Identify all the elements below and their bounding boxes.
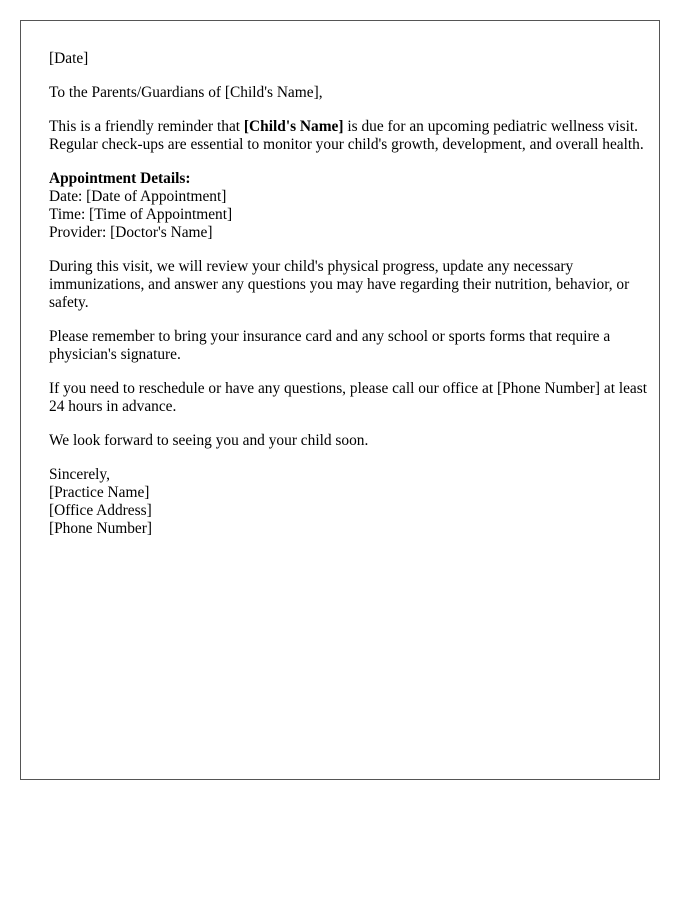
bring-items-paragraph: Please remember to bring your insurance card and any school or sports forms that require a physician's signature.	[49, 328, 611, 363]
appointment-details	[49, 170, 649, 242]
appointment-date: Date: [Date of Appointment]	[49, 188, 227, 205]
appointment-provider: Provider: [Doctor's Name]	[49, 224, 213, 241]
reschedule-paragraph: If you need to reschedule or have any questions, please call our office at [Phone Number] at least 24 hours in advance.	[49, 380, 648, 415]
phone-number: [Phone Number]	[49, 520, 153, 537]
appointment-time: Time: [Time of Appointment]	[49, 206, 233, 223]
practice-name: [Practice Name]	[49, 484, 150, 501]
letter-page	[20, 20, 660, 780]
intro-text-before: This is a friendly reminder that	[49, 118, 244, 135]
appointment-heading: Appointment Details:	[49, 170, 191, 187]
valediction: Sincerely,	[49, 466, 110, 483]
visit-paragraph: During this visit, we will review your child's physical progress, update any necessary immunizations, and answer any questions you may have regarding their nutrition, behavior, or safety.	[49, 258, 630, 311]
intro-paragraph	[49, 118, 649, 154]
letter-body	[49, 50, 649, 554]
letter-date: [Date]	[49, 50, 89, 67]
child-name-placeholder: [Child's Name]	[243, 118, 344, 135]
signature-block	[49, 466, 649, 538]
letter-salutation: To the Parents/Guardians of [Child's Name],	[49, 84, 323, 101]
closing-paragraph: We look forward to seeing you and your child soon.	[49, 432, 369, 449]
intro-text-after: is due for an upcoming pediatric wellness visit. Regular check-ups are essential to monitor your child's growth, development, and overall health.	[49, 118, 644, 153]
office-address: [Office Address]	[49, 502, 152, 519]
